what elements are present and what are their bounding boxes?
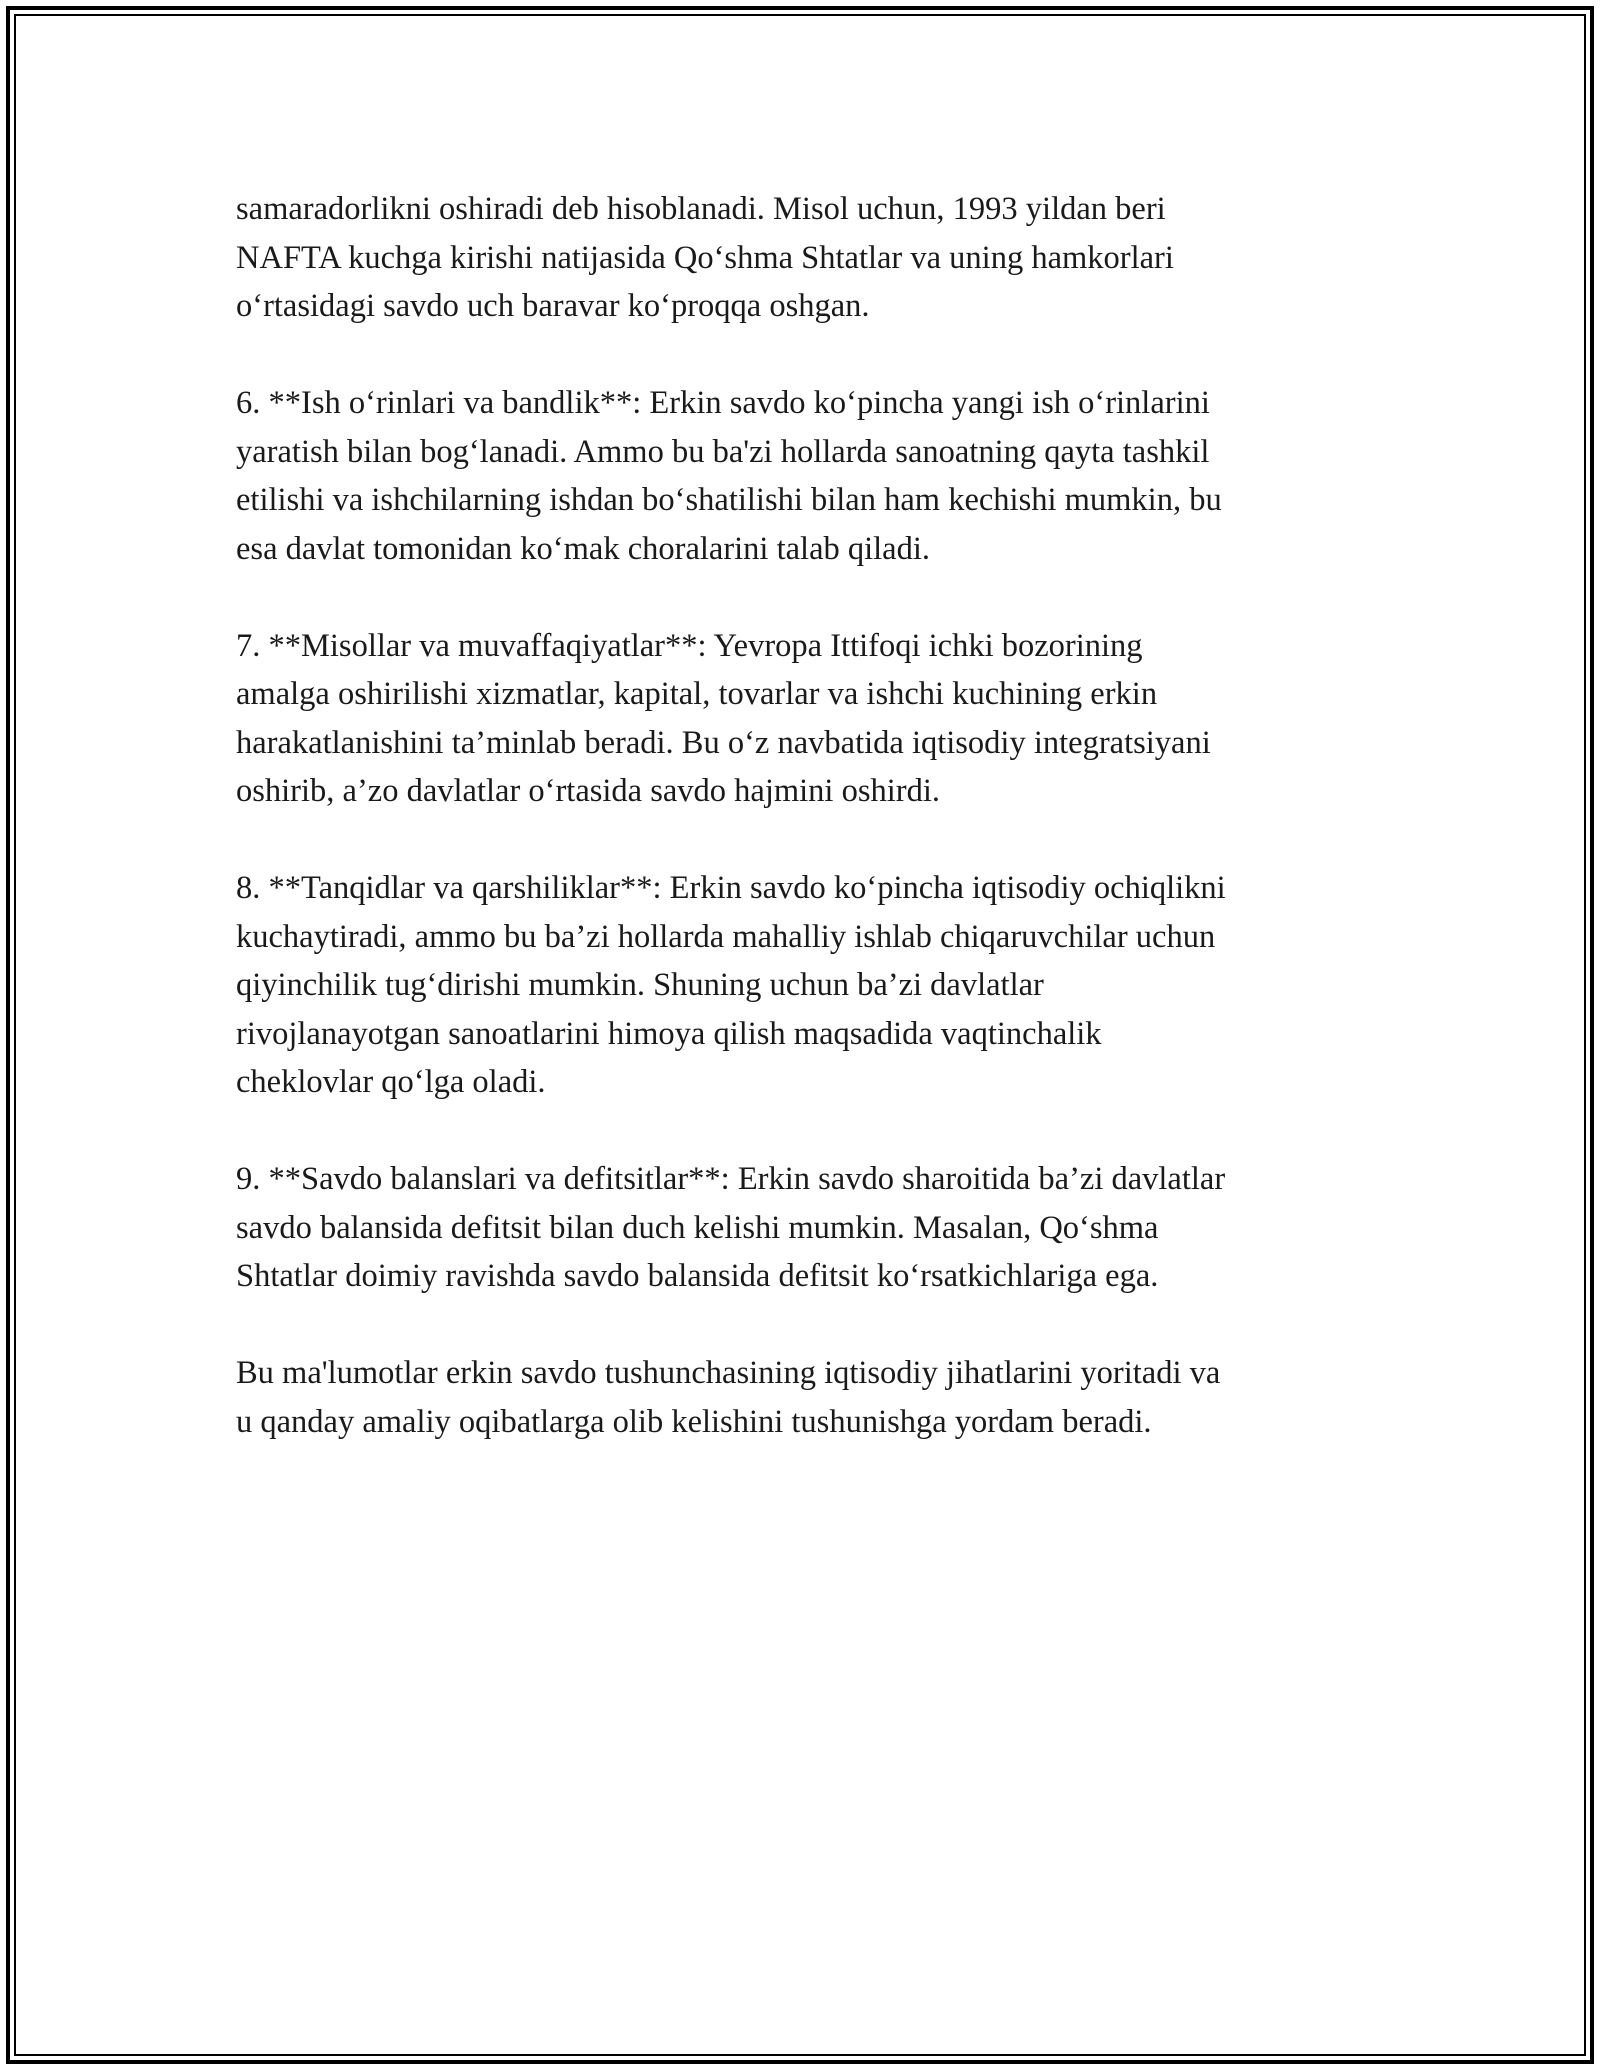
document-body [236, 185, 1396, 1495]
paragraph-item-6: 6. **Ish o‘rinlari va bandlik**: Erkin savdo ko‘pincha yangi ish o‘rinlarini yaratish bilan bog‘lanadi. Ammo bu ba'zi hollarda sanoatning qayta tashkil etilishi va ishchilarning ishdan bo‘shatilishi bilan ham kechishi mumkin, bu esa davlat tomonidan ko‘mak choralarini talab qiladi. [236, 385, 1222, 567]
paragraph-item-7: 7. **Misollar va muvaffaqiyatlar**: Yevropa Ittifoqi ichki bozorining amalga oshirilishi xizmatlar, kapital, tovarlar va ishchi kuchining erkin harakatlanishini ta’minlab beradi. Bu o‘z navbatida iqtisodiy integratsiyani oshirib, a’zo davlatlar o‘rtasida savdo hajmini oshirdi. [236, 627, 1211, 809]
paragraph-item-9: 9. **Savdo balanslari va defitsitlar**: Erkin savdo sharoitida ba’zi davlatlar savdo balansida defitsit bilan duch kelishi mumkin. Masalan, Qo‘shma Shtatlar doimiy ravishda savdo balansida defitsit ko‘rsatkichlariga ega. [236, 1161, 1226, 1294]
paragraph-conclusion: Bu ma'lumotlar erkin savdo tushunchasining iqtisodiy jihatlarini yoritadi va u qanday amaliy oqibatlarga olib kelishini tushunishga yordam beradi. [236, 1355, 1221, 1440]
paragraph-item-8: 8. **Tanqidlar va qarshiliklar**: Erkin savdo ko‘pincha iqtisodiy ochiqlikni kuchaytiradi, ammo bu ba’zi hollarda mahalliy ishlab chiqaruvchilar uchun qiyinchilik tug‘dirishi mumkin. Shuning uchun ba’zi davlatlar rivojlanayotgan sanoatlarini himoya qilish maqsadida vaqtinchalik cheklovlar qo‘lga oladi. [236, 870, 1226, 1100]
paragraph-intro-continuation: samaradorlikni oshiradi deb hisoblanadi. Misol uchun, 1993 yildan beri NAFTA kuchga kirishi natijasida Qo‘shma Shtatlar va uning hamkorlari o‘rtasidagi savdo uch baravar ko‘proqqa oshgan. [236, 191, 1174, 324]
